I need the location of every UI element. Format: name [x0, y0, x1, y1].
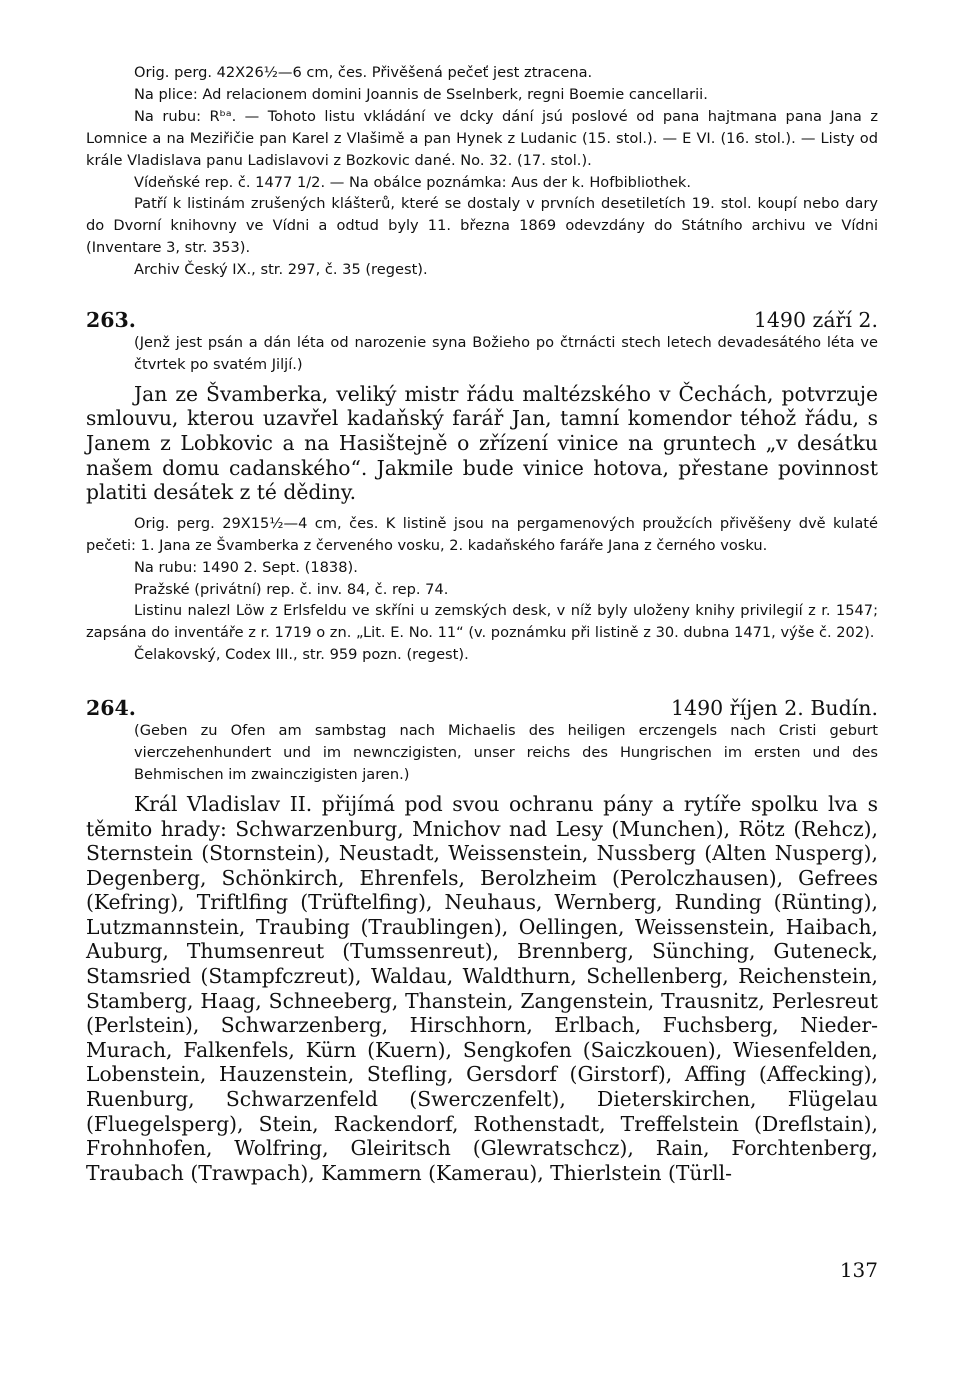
entry-number: 264. [86, 696, 136, 721]
note-line: Listinu nalezl Löw z Erlsfeldu ve skříni u zemských desk, v níž byly uloženy knihy privilegií z r. 1547; zapsána do inventáře z r. 1719 o zn. „Lit. E. No. 11“ (v. poznámku při listině z 30. dubna 1471, výše č. 202). [86, 602, 878, 642]
note-line: Na rubu: 1490 2. Sept. (1838). [134, 558, 358, 576]
dating-clause-text: (Geben zu Ofen am sambstag nach Michaelis des heiligen erczengels nach Cristi geburt vierczehenhundert und im newnczigisten, unser reichs des Hungrischen im ersten und des Behmischen im zwainczigisten jaren.) [134, 722, 878, 783]
entry-date: 1490 říjen 2. Budín. [671, 696, 878, 721]
note-line: Orig. perg. 42X26½—6 cm, čes. Přivěšená pečeť jest ztracena. [134, 64, 593, 81]
note-line: Archiv Český IX., str. 297, č. 35 (regest). [134, 261, 428, 279]
note-line: Na plice: Ad relacionem domini Joannis de Sselnberk, regni Boemie cancellarii. [134, 85, 708, 103]
dating-clause-text: (Jenž jest psán a dán léta od narozenie syna Božieho po čtrnácti stech letech devadesátého léta ve čtvrtek po svatém Jiljí.) [134, 334, 878, 373]
note-line: Patří k listinám zrušených klášterů, které se dostaly v prvních desetiletích 19. stol. koupí nebo dary do Dvorní knihovny ve Vídni a odtud byly 11. března 1869 odevzdány do Státního archivu ve Vídni (Inventare 3, str. 353). [86, 195, 878, 257]
note-line: Vídeňské rep. č. 1477 1/2. — Na obálce poznámka: Aus der k. Hofbibliothek. [134, 173, 692, 191]
entry-header [86, 696, 878, 720]
dating-clause [86, 332, 878, 376]
entry-264 [86, 696, 878, 1185]
entry-263 [86, 308, 878, 666]
note-line: Orig. perg. 29X15½—4 cm, čes. K listině jsou na pergamenových proužcích přivěšeny dvě kulaté pečeti: 1. Jana ze Švamberka z červeného vosku, 2. kadaňského faráře Jana z černého vosku. [86, 514, 878, 554]
entry-notes [86, 513, 878, 666]
note-line: Pražské (privátní) rep. č. inv. 84, č. rep. 74. [134, 580, 449, 598]
note-line: Čelakovský, Codex III., str. 959 pozn. (regest). [134, 646, 469, 664]
entry-header [86, 308, 878, 332]
entry-date: 1490 září 2. [753, 308, 878, 333]
entry-summary: Jan ze Švamberka, veliký mistr řádu maltézského v Čechách, potvrzuje smlouvu, kterou uzavřel kadaňský farář Jan, tamní komendor téhož řádu, s Janem z Lobkovic a na Hasištejně o zřízení vinice na gruntech „v desátku našem domu cadanského“. Jakmile bude vinice hotova, přestane povinnost platiti desátek z té dědiny. [86, 381, 878, 505]
entry-summary: Král Vladislav II. přijímá pod svou ochranu pány a rytíře spolku lva s těmito hrady: Schwarzenburg, Mnichov nad Lesy (Munchen), Rötz (Rehcz), Sternstein (Stornstein), Neustadt, Weissenstein, Nussberg (Alten Nusperg), Degenberg, Schönkirch, Ehrenfels, Berolzheim (Perolczhausen), Gefrees (Kefring), Triftlfing (Trüftelfing), Neuhaus, Wernberg, Runding (Rünting), Lutzmannstein, Traubing (Traublingen), Oellingen, Weissenstein, Haibach, Auburg, Thumsenreut (Tumssenreut), Brennberg, Sünching, Guteneck, Stamsried (Stampfczreut), Waldau, Waldthurn, Schellenberg, Reichenstein, Stamberg, Haag, Schneeberg, Thanstein, Zangenstein, Trausnitz, Perlesreut (Perlstein), Schwarzenberg, Hirschhorn, Erlbach, Fuchsberg, Nieder-Murach, Falkenfels, Kürn (Kuern), Sengkofen (Saiczkouen), Wiesenfelden, Lobenstein, Hauzenstein, Stefling, Gersdorf (Girstorf), Affing (Affecking), Ruenburg, Schwarzenfeld (Swerczenfelt), Dieterskirchen, Flügelau (Fluegelsperg), Stein, Rackendorf, Rothenstadt, Treffelstein (Dreflstain), Frohnhofen, Wolfring, Gleiritsch (Glewratschcz), Rain, Forchtenberg, Traubach (Trawpach), Kammern (Kamerau), Thierlstein (Türll- [86, 791, 878, 1185]
previous-entry-notes [86, 62, 878, 281]
entry-number: 263. [86, 308, 136, 333]
page-number: 137 [839, 1258, 878, 1282]
page-body [86, 62, 878, 1193]
dating-clause [86, 720, 878, 786]
note-line: Na rubu: Rᵇᵃ. — Tohoto listu vkládání ve dcky dání jsú poslové od pana hajtmana pana Jana z Lomnice a na Meziřičie pan Karel z Vlašimě a pan Hynek z Ludanic (15. stol.). — E VI. (16. stol.). — Listy od krále Vladislava panu Ladislavovi z Bozkovic dané. No. 32. (17. stol.). [86, 107, 878, 169]
